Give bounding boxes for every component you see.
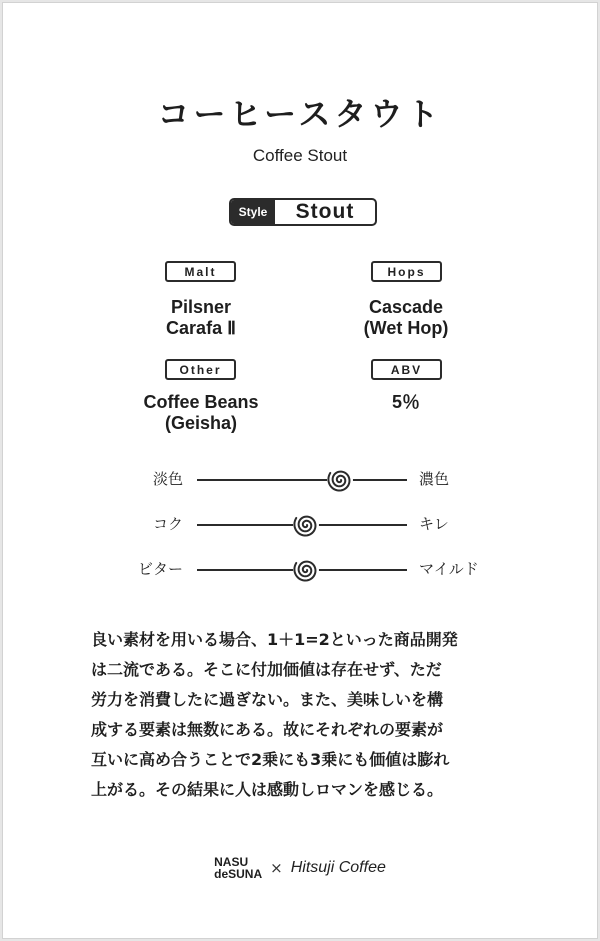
- abv-value: [306, 392, 506, 413]
- malt-label: Malt: [165, 261, 236, 282]
- hops-label: Hops: [371, 261, 442, 282]
- footer-brands: [3, 851, 597, 885]
- brand-a-line: deSUNA: [214, 867, 263, 881]
- style-badge-key: Style: [231, 200, 275, 224]
- spiral-icon: [292, 556, 320, 584]
- beer-info-card: [2, 2, 598, 939]
- abv-value-line: 5％: [391, 392, 420, 412]
- beer-subtitle: Coffee Stout: [252, 146, 348, 165]
- description-line: 互いに高め合うことで2乗にも3乗にも価値は膨れ: [91, 750, 450, 769]
- malt-value-line: Pilsner: [170, 297, 232, 317]
- description-line: は二流である。そこに付加価値は存在せず、ただ: [91, 660, 442, 679]
- beer-title: コーヒースタウト: [157, 95, 443, 133]
- spiral-icon: [326, 466, 354, 494]
- brand-a-line: NASU: [214, 855, 249, 869]
- spiral-icon: [292, 511, 320, 539]
- scale-left-label: 淡色: [152, 470, 183, 488]
- scale-right-label: マイルド: [419, 560, 479, 578]
- scale-left-label: コク: [152, 515, 183, 533]
- scale-left-label: ビター: [137, 560, 183, 578]
- hops-value-line: Cascade: [368, 297, 444, 317]
- abv-label: ABV: [371, 359, 442, 380]
- description-line: 上がる。その結果に人は感動しロマンを感じる。: [91, 780, 444, 799]
- style-badge: [229, 198, 377, 226]
- description-line: 成する要素は無数にある。故にそれぞれの要素が: [91, 720, 444, 739]
- hops-value-line: (Wet Hop): [363, 318, 449, 338]
- description-line: 労力を消費したに過ぎない。また、美味しいを構: [91, 690, 444, 709]
- other-value: [101, 392, 301, 434]
- malt-value: [101, 297, 301, 339]
- other-label: Other: [165, 359, 236, 380]
- scale-right-label: 濃色: [419, 470, 450, 488]
- style-badge-value: Stout: [295, 200, 355, 223]
- other-value-line: Coffee Beans: [143, 392, 259, 412]
- nasu-desuna-logo: [214, 856, 262, 880]
- description-line: 良い素材を用いる場合、1＋1=2といった商品開発: [91, 630, 458, 649]
- scale-right-label: キレ: [419, 515, 449, 533]
- description: [91, 625, 531, 805]
- malt-value-line: Carafa Ⅱ: [166, 318, 236, 338]
- hitsuji-coffee-logo: Hitsuji Coffee: [290, 859, 386, 876]
- hops-value: [306, 297, 506, 339]
- other-value-line: (Geisha): [164, 413, 238, 433]
- scale-track: [197, 479, 407, 481]
- collab-cross: ×: [270, 859, 283, 877]
